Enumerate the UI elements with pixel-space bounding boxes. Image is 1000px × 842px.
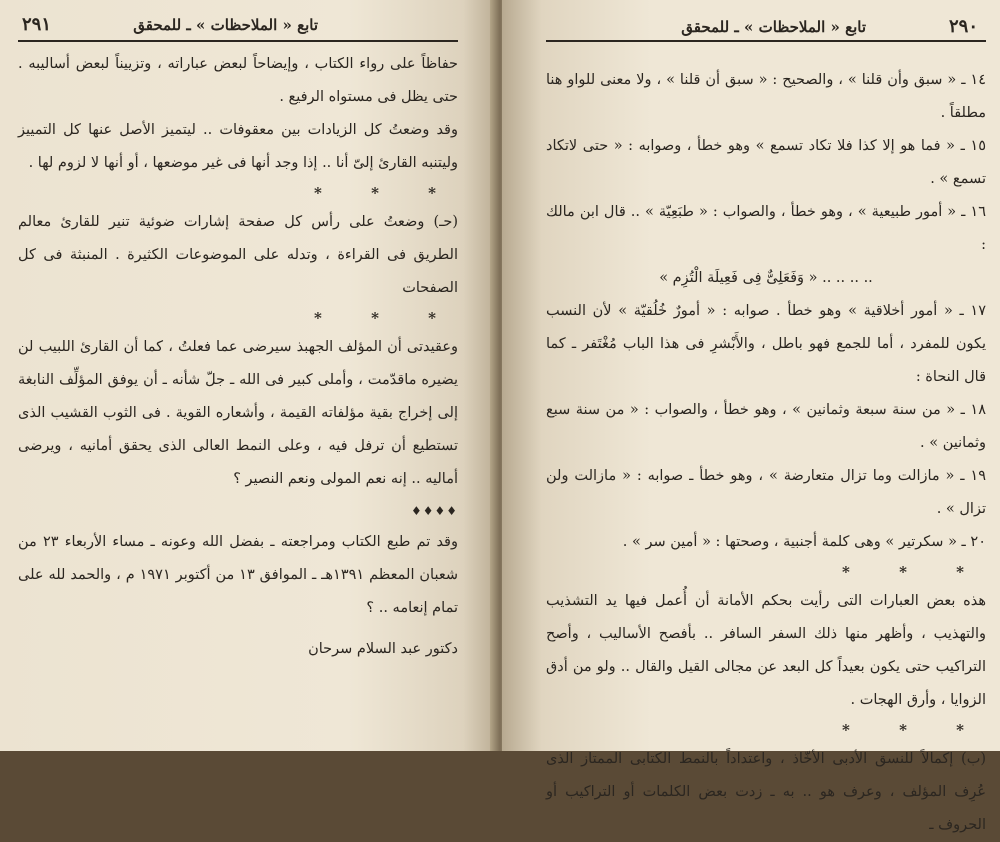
note-item-17: ١٧ ـ « أمور أخلاقية » وهو خطأ . صوابه : « أمورٌ خُلُقيّة » لأن النسب يكون للمفرد ، أما للجمع فهو باطل ، والأَبْشرِ فى هذا الباب مُغْتَفر ـ كما قال النحاة : (546, 303, 986, 385)
section-separator-stars: * * * (842, 563, 986, 581)
left-page-header (18, 4, 458, 42)
right-page-number: ٢٩٠ (948, 16, 978, 37)
right-paragraph-b: (ب) إكمالاً للنسق الأدبى الأخّاذ ، واعتداداً بالنمط الكتابى الممتاز الذى عُرِف المؤلف ، وعرف هو .. به ـ زدت بعض الكلمات أو التراكيب أو الحروف ـ (546, 751, 986, 833)
note-item-15: ١٥ ـ « فما هو إلا كذا فلا تكاد تسمع » وهو خطأ ، وصوابه : « حتى لاتكاد تسمع » . (546, 138, 986, 187)
left-running-title: تابع « الملاحظات » ـ للمحقق (133, 16, 318, 34)
note-item-16: ١٦ ـ « أمور طبيعية » ، وهو خطأ ، والصواب : « طبَعِيّة » .. قال ابن مالك : (546, 204, 986, 253)
section-separator-stars: * * * (314, 184, 458, 202)
note-item-18: ١٨ ـ « من سنة سبعة وثمانين » ، وهو خطأ ، والصواب : « من سنة سبع وثمانين » . (546, 402, 986, 451)
right-running-title: تابع « الملاحظات » ـ للمحقق (681, 18, 866, 36)
note-item-14: ١٤ ـ « سبق وأن قلنا » ، والصحيح : « سبق أن قلنا » ، ولا معنى للواو هنا مطلقاً . (546, 72, 986, 121)
author-signature: دكتور عبد السلام سرحان (308, 641, 458, 657)
left-paragraph-final: وقد تم طبع الكتاب ومراجعته ـ بفضل الله وعونه ـ مساء الأربعاء ٢٣ من شعبان المعظم ١٣٩١هـ ـ الموافق ١٣ من أكتوبر ١٩٧١ م ، والحمد لله على تمام إنعامه .. ؟ (18, 534, 458, 616)
left-paragraph-belief: وعقيدتى أن المؤلف الجهبذ سيرضى عما فعلتُ ، كما أن القارئ اللبيب لن يضيره ماقدّمت ، وأملى كبير فى الله ـ جلّ شأنه ـ أن يوفق المؤلِّف النابغة إلى إخراج بقية مؤلفاته القيمة ، وأشعاره القوية . فى الثوب القشيب الذى تستطيع أن ترفل فيه ، وعلى النمط العالى الذى يحقق أمانيه ، ويرضى أماليه .. إنه نعم المولى ونعم النصير ؟ (18, 339, 458, 487)
right-page-header (546, 4, 986, 42)
left-page-body (18, 42, 458, 666)
right-page (502, 0, 1000, 833)
section-separator-stars: * * * (842, 721, 986, 739)
right-paragraph-summary: هذه بعض العبارات التى رأيت بحكم الأمانة أن أُعمل فيها يد التشذيب والتهذيب ، وأظهر منها ذلك السفر السافر .. بأفصح الأساليب ، وأصح التراكيب حتى يكون بعيداً كل البعد عن مجالى القيل والقال .. ولو من أدق الزوايا ، وأرق الهجات . (546, 593, 986, 708)
left-paragraph-2: وقد وضعتُ كل الزيادات بين معقوفات .. ليتميز الأصل عنها كل التمييز وليتنبه القارئ إلىّ أنا .. إذا وجد أنها فى غير موضعها ، أو أنها لا لزوم لها . (18, 122, 458, 171)
left-paragraph-c: (حـ) وضعتُ على رأس كل صفحة إشارات ضوئية تنير للقارئ معالم الطريق فى القراءة ، وتدله على الموضوعات الكثيرة . المنبثة فى كل الصفحات (18, 214, 458, 296)
left-paragraph-1: حفاظاً على رواء الكتاب ، وإيضاحاً لبعض عباراته ، وتزييناً لبعض أساليبه . حتى يظل فى مستواه الرفيع . (18, 56, 458, 105)
section-separator-stars: * * * (314, 309, 458, 327)
verse-quote: .. .. .. .. « وَفَعَلِىٌّ فِى فَعِيلَة الْتُزِم » (659, 270, 873, 286)
diamond-separator: ♦♦♦♦ (410, 504, 458, 518)
note-item-20: ٢٠ ـ « سكرتير » وهى كلمة أجنبية ، وصحتها : « أمين سر » . (622, 534, 986, 550)
left-page-number: ٢٩١ (22, 14, 52, 35)
left-page (0, 0, 498, 751)
note-item-19: ١٩ ـ « مازالت وما تزال متعارضة » ، وهو خطأ ـ صوابه : « مازالت ولن تزال » . (546, 468, 986, 517)
right-page-body (546, 42, 986, 842)
